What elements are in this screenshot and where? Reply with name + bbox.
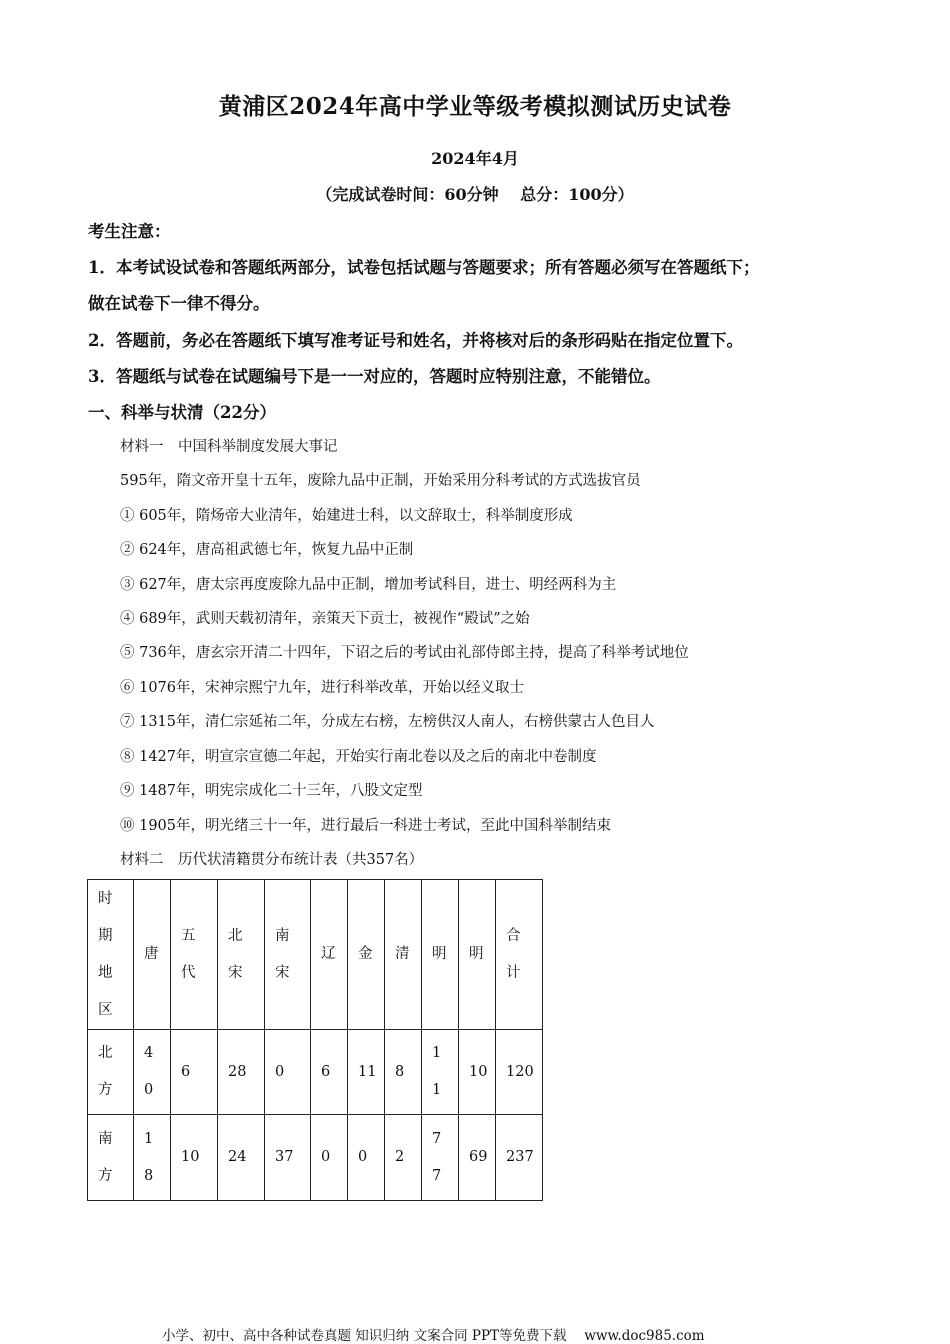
- notice-item-1: 1．本考试设试卷和答题纸两部分，试卷包括试题与答题要求；所有答题必须写在答题纸下；: [88, 258, 760, 277]
- table-cell: 6: [171, 1030, 218, 1115]
- table-cell: 0: [311, 1115, 348, 1201]
- exam-date: 2024年4月: [431, 149, 519, 168]
- table-header-cell: 五代: [171, 880, 218, 1030]
- table-header-cell: 北宋: [218, 880, 265, 1030]
- table-cell: 0: [265, 1030, 311, 1115]
- table-cell: 10: [171, 1115, 218, 1201]
- material1-line: 595年，隋文帝开皇十五年，废除九品中正制，开始采用分科考试的方式选拔官员: [120, 473, 641, 489]
- table-row: [88, 1115, 543, 1201]
- table-cell: 11: [348, 1030, 385, 1115]
- material1-line: ⑧ 1427年，明宣宗宣德二年起，开始实行南北卷以及之后的南北中卷制度: [120, 749, 597, 765]
- material1-line: ⑨ 1487年，明宪宗成化二十三年，八股文定型: [120, 783, 423, 799]
- table-cell: 北方: [88, 1030, 134, 1115]
- table-header-cell: 辽: [311, 880, 348, 1030]
- table-header-row: [88, 880, 543, 1030]
- table-cell: 8: [385, 1030, 422, 1115]
- table-header-cell: 金: [348, 880, 385, 1030]
- material1-line: ⑥ 1076年，宋神宗熙宁九年，进行科举改革，开始以经义取士: [120, 680, 525, 696]
- notice-item-2: 2．答题前，务必在答题纸下填写准考证号和姓名，并将核对后的条形码贴在指定位置下。: [88, 331, 743, 350]
- table-cell: 24: [218, 1115, 265, 1201]
- notice-item-3: 3．答题纸与试卷在试题编号下是一一对应的，答题时应特别注意，不能错位。: [88, 367, 661, 386]
- table-cell: 11: [422, 1030, 459, 1115]
- table-header-cell: 明: [422, 880, 459, 1030]
- material1-line: ① 605年，隋炀帝大业清年，始建进士科，以文辞取士，科举制度形成: [120, 508, 573, 524]
- table-cell: 77: [422, 1115, 459, 1201]
- material1-line: ⑤ 736年，唐玄宗开清二十四年，下诏之后的考试由礼部侍郎主持，提高了科举考试地位: [120, 645, 689, 661]
- table-header-cell: 明: [459, 880, 496, 1030]
- notice-heading: 考生注意：: [88, 222, 171, 241]
- table-cell: 40: [134, 1030, 171, 1115]
- table-cell: 10: [459, 1030, 496, 1115]
- material1-line: ⑩ 1905年，明光绪三十一年，进行最后一科进士考试，至此中国科举制结束: [120, 818, 612, 834]
- table-header-cell: 合计: [496, 880, 543, 1030]
- table-cell: 69: [459, 1115, 496, 1201]
- footer-text: 小学、初中、高中各种试卷真题 知识归纳 文案合同 PPT等免费下载 www.doc985.com: [162, 1328, 705, 1344]
- table-cell: 南方: [88, 1115, 134, 1201]
- table-cell: 237: [496, 1115, 543, 1201]
- material1-line: ② 624年，唐高祖武德七年，恢复九品中正制: [120, 542, 414, 558]
- table-header-cell: 清: [385, 880, 422, 1030]
- notice-item-1-cont: 做在试卷下一律不得分。: [88, 294, 270, 313]
- material2-title: 材料二 历代状清籍贯分布统计表（共357名）: [120, 852, 424, 868]
- table-row: [88, 1030, 543, 1115]
- table-cell: 120: [496, 1030, 543, 1115]
- table-header-cell: 唐: [134, 880, 171, 1030]
- table-cell: 2: [385, 1115, 422, 1201]
- table-header-cell: 时期地区: [88, 880, 134, 1030]
- section-heading: 一、科举与状清（22分）: [88, 403, 276, 422]
- table-cell: 28: [218, 1030, 265, 1115]
- exam-title: 黄浦区2024年高中学业等级考模拟测试历史试卷: [218, 93, 732, 120]
- table-cell: 6: [311, 1030, 348, 1115]
- material1-title: 材料一 中国科举制度发展大事记: [120, 439, 338, 455]
- material1-line: ⑦ 1315年，清仁宗延祐二年，分成左右榜，左榜供汉人南人，右榜供蒙古人色目人: [120, 714, 655, 730]
- table-cell: 18: [134, 1115, 171, 1201]
- material1-line: ④ 689年，武则天载初清年，亲策天下贡士，被视作“殿试”之始: [120, 611, 530, 627]
- material1-line: ③ 627年，唐太宗再度废除九品中正制，增加考试科目，进士、明经两科为主: [120, 577, 617, 593]
- stats-table: [87, 879, 543, 1201]
- table-header-cell: 南宋: [265, 880, 311, 1030]
- exam-timing: （完成试卷时间：60分钟 总分：100分）: [316, 185, 634, 204]
- table-cell: 37: [265, 1115, 311, 1201]
- table-cell: 0: [348, 1115, 385, 1201]
